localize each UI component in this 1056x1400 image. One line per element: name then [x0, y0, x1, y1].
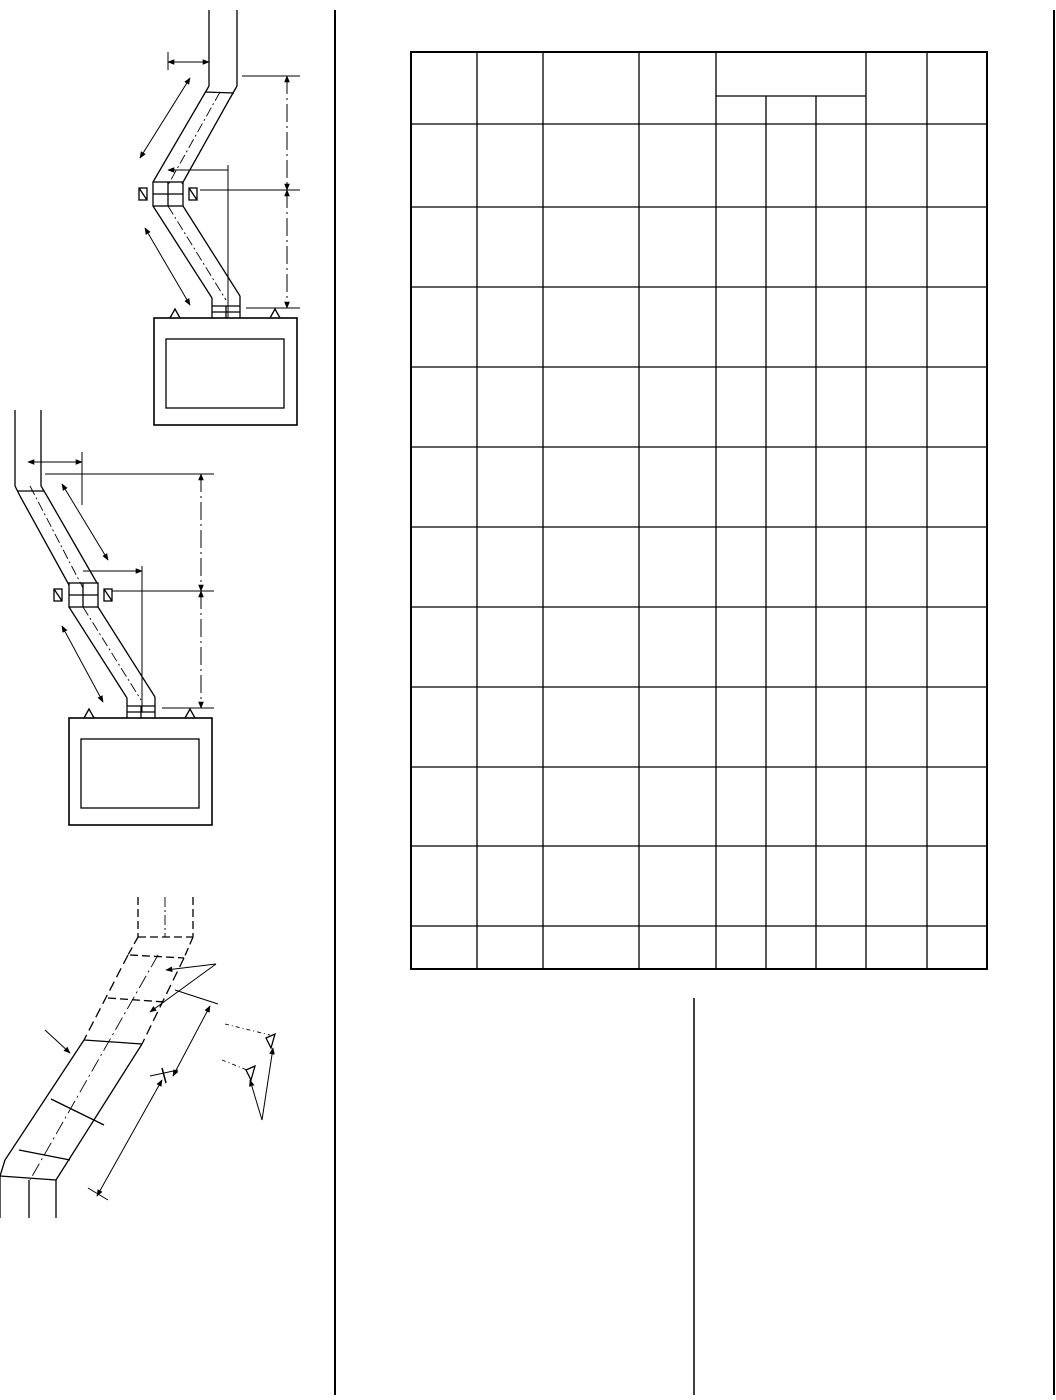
offset-detail — [0, 897, 275, 1218]
offset-figure-1 — [139, 10, 300, 425]
data-table — [411, 52, 987, 969]
offset-figure-2 — [15, 410, 214, 825]
